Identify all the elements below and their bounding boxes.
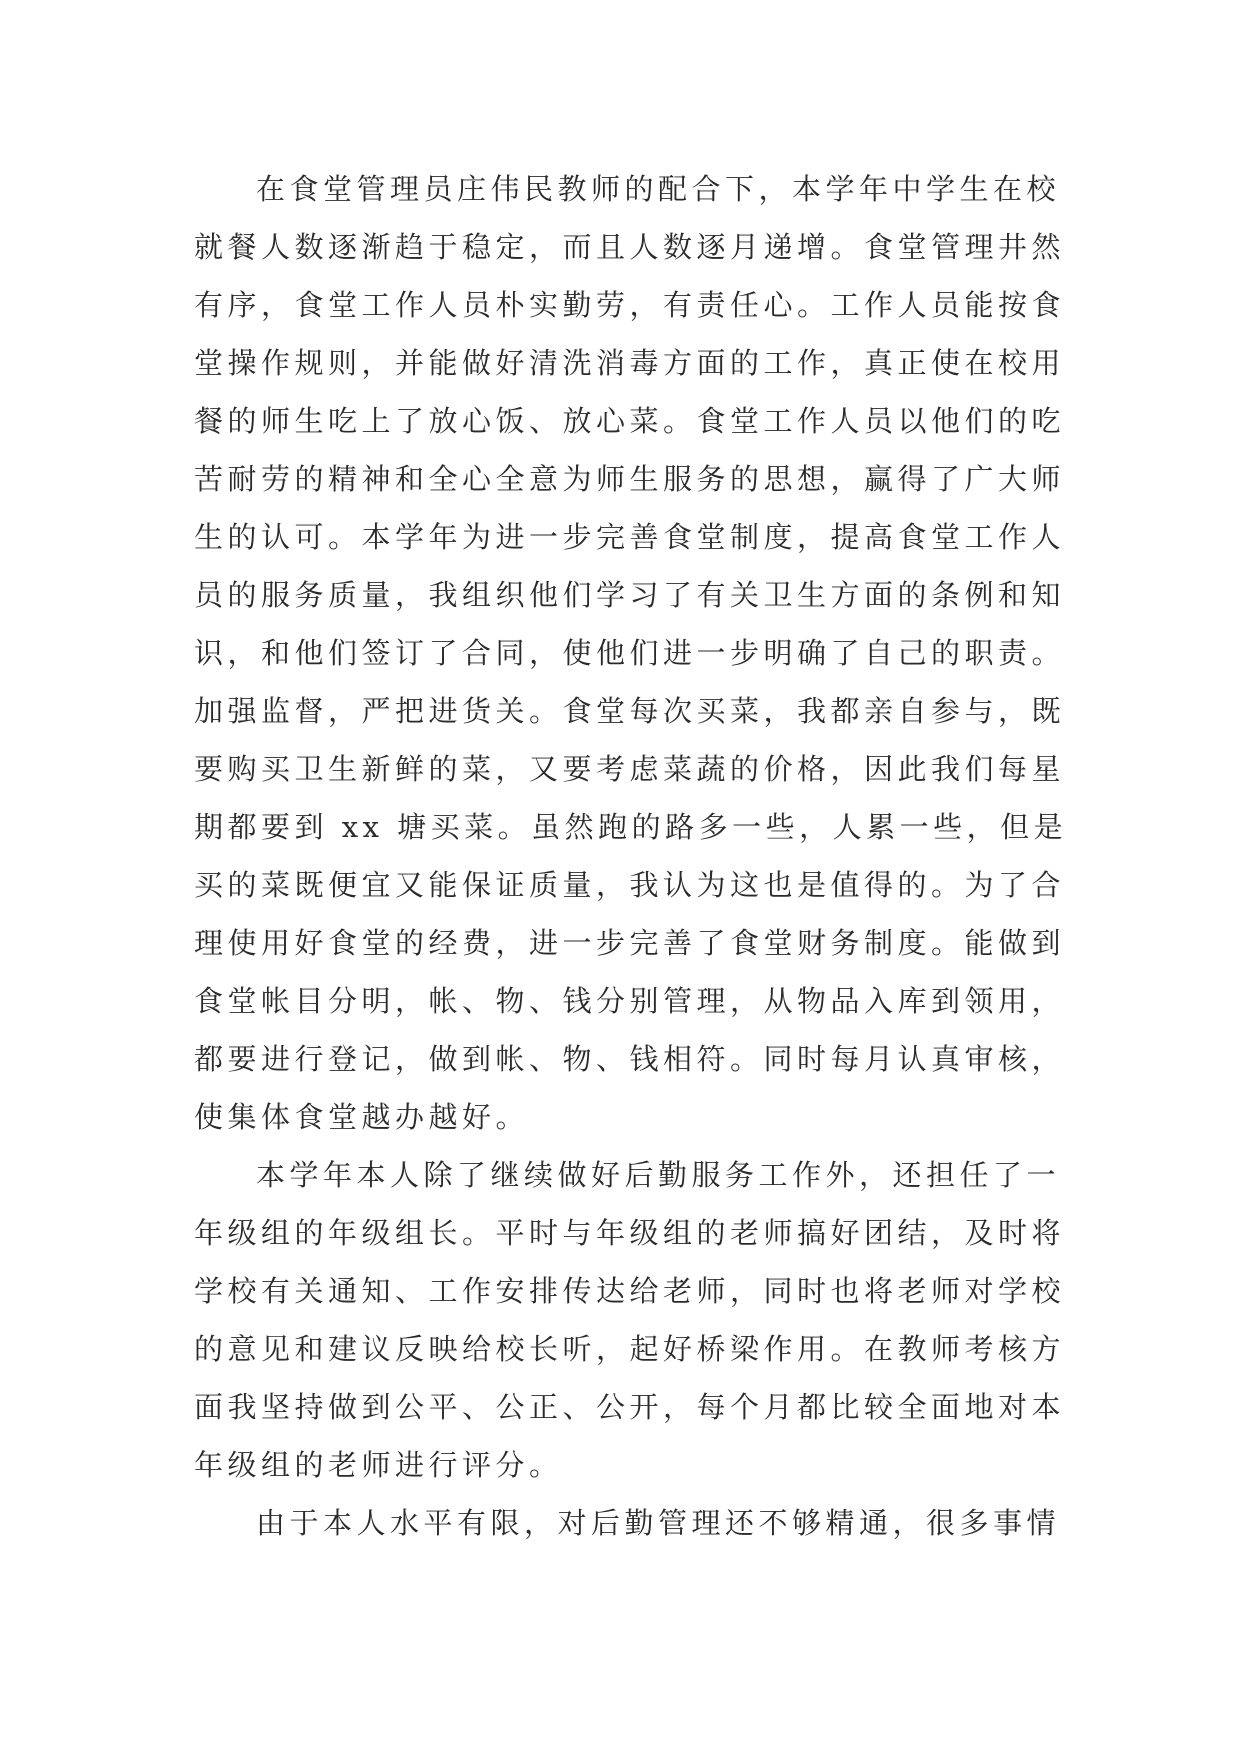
text-line: 在食堂管理员庄伟民教师的配合下，本学年中学生在校: [256, 172, 1061, 206]
text-line: 年级组的老师进行评分。: [194, 1448, 563, 1482]
text-line: 员的服务质量，我组织他们学习了有关卫生方面的条例和知: [194, 578, 1066, 612]
paragraph-canteen-management: [194, 160, 1074, 1146]
document-body: [194, 160, 1074, 1552]
text-line: 食堂帐目分明，帐、物、钱分别管理，从物品入库到领用，: [194, 984, 1066, 1018]
text-line: 理使用好食堂的经费，进一步完善了食堂财务制度。能做到: [194, 926, 1066, 960]
text-line: 学校有关通知、工作安排传达给老师，同时也将老师对学校: [194, 1274, 1066, 1308]
text-line: 要购买卫生新鲜的菜，又要考虑菜蔬的价格，因此我们每星: [194, 752, 1066, 786]
text-line: 餐的师生吃上了放心饭、放心菜。食堂工作人员以他们的吃: [194, 404, 1066, 438]
text-line: 使集体食堂越办越好。: [194, 1100, 530, 1134]
text-line: 的意见和建议反映给校长听，起好桥梁作用。在教师考核方: [194, 1332, 1066, 1366]
text-line: 堂操作规则，并能做好清洗消毒方面的工作，真正使在校用: [194, 346, 1066, 380]
text-line: 有序，食堂工作人员朴实勤劳，有责任心。工作人员能按食: [194, 288, 1066, 322]
text-line: 生的认可。本学年为进一步完善食堂制度，提高食堂工作人: [194, 520, 1066, 554]
text-line: 面我坚持做到公平、公正、公开，每个月都比较全面地对本: [194, 1390, 1066, 1424]
text-line: 期都要到 xx 塘买菜。虽然跑的路多一些，人累一些，但是: [194, 810, 1068, 844]
text-line: 识，和他们签订了合同，使他们进一步明确了自己的职责。: [194, 636, 1066, 670]
text-line: 都要进行登记，做到帐、物、钱相符。同时每月认真审核，: [194, 1042, 1066, 1076]
text-line: 本学年本人除了继续做好后勤服务工作外，还担任了一: [256, 1158, 1061, 1192]
text-line: 由于本人水平有限，对后勤管理还不够精通，很多事情: [256, 1506, 1061, 1540]
text-line: 加强监督，严把进货关。食堂每次买菜，我都亲自参与，既: [194, 694, 1066, 728]
paragraph-grade-leader: [194, 1146, 1074, 1494]
text-line: 就餐人数逐渐趋于稳定，而且人数逐月递增。食堂管理井然: [194, 230, 1066, 264]
paragraph-limitations: [194, 1494, 1074, 1552]
text-line: 年级组的年级组长。平时与年级组的老师搞好团结，及时将: [194, 1216, 1066, 1250]
text-line: 买的菜既便宜又能保证质量，我认为这也是值得的。为了合: [194, 868, 1066, 902]
text-line: 苦耐劳的精神和全心全意为师生服务的思想，赢得了广大师: [194, 462, 1066, 496]
